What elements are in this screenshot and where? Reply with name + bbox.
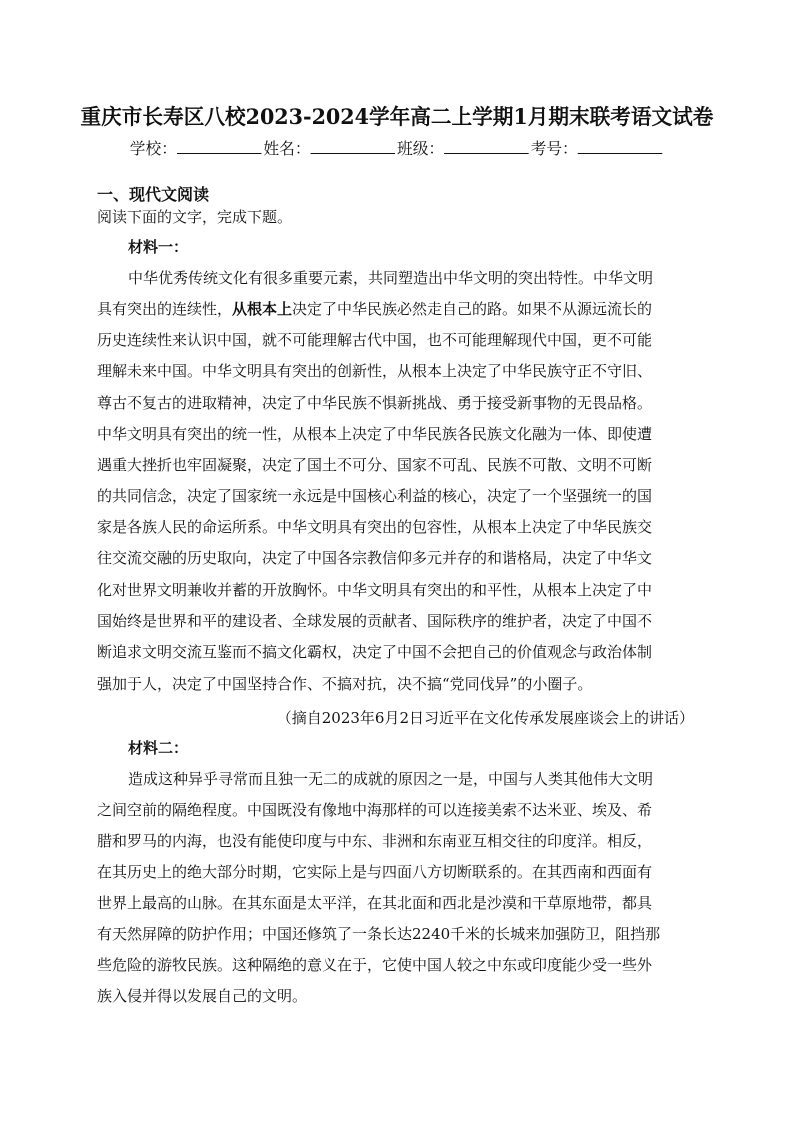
student-info-row: [7, 136, 787, 159]
exam-number-blank[interactable]: [578, 139, 662, 154]
material-one-heading: 材料一：: [128, 238, 189, 256]
exam-number-label: 考号：: [530, 139, 578, 158]
material-one-line: 断追求文明交流互鉴而不搞文化霸权，决定了中国不会把自己的价值观念与政治体制: [97, 643, 653, 661]
bold-emphasis: 从根本上: [232, 300, 293, 318]
material-one-line: 的共同信念，决定了国家统一永远是中国核心利益的核心，决定了一个坚强统一的国: [97, 487, 653, 505]
material-one-line: 历史连续性来认识中国，就不可能理解古代中国，也不可能理解现代中国，更不可能: [97, 331, 653, 349]
material-two-line: 造成这种异乎寻常而且独一无二的成就的原因之一是，中国与人类其他伟大文明: [128, 770, 654, 788]
material-one-source: （摘自2023年6月2日习近平在文化传承发展座谈会上的讲话）: [276, 709, 694, 727]
section-heading: 一、现代文阅读: [97, 185, 210, 204]
material-two-line: 在其历史上的绝大部分时期，它实际上是与四面八方切断联系的。在其西南和西面有: [97, 863, 653, 881]
material-one-line: 化对世界文明兼收并蓄的开放胸怀。中华文明具有突出的和平性，从根本上决定了中: [97, 581, 653, 599]
material-two-line: 世界上最高的山脉。在其东面是太平洋，在其北面和西北是沙漠和干草原地带，都具: [97, 894, 653, 912]
school-label: 学校：: [129, 139, 177, 158]
class-label: 班级：: [397, 139, 445, 158]
material-one-line: 强加于人，决定了中国坚持合作、不搞对抗，决不搞“党同伐异”的小圈子。: [97, 675, 593, 693]
material-one-line: 尊古不复古的进取精神，决定了中华民族不惧新挑战、勇于接受新事物的无畏品格。: [97, 394, 653, 412]
material-one-line: 家是各族人民的命运所系。中华文明具有突出的包容性，从根本上决定了中华民族交: [97, 518, 653, 536]
material-two-line: 族入侵并得以发展自己的文明。: [97, 987, 308, 1005]
material-one-line: 中华文明具有突出的统一性，从根本上决定了中华民族各民族文化融为一体、即使遭: [97, 425, 653, 443]
material-one-line: 中华优秀传统文化有很多重要元素，共同塑造出中华文明的突出特性。中华文明: [128, 269, 654, 287]
name-blank[interactable]: [311, 139, 395, 154]
material-one-line: 理解未来中国。中华文明具有突出的创新性，从根本上决定了中华民族守正不守旧、: [97, 362, 653, 380]
material-one-line: 遇重大挫折也牢固凝聚，决定了国土不可分、国家不可乱、民族不可散、文明不可断: [97, 456, 653, 474]
material-two-line: 腊和罗马的内海，也没有能使印度与中东、非洲和东南亚互相交往的印度洋。相反，: [97, 832, 653, 850]
material-two-line: 有天然屏障的防护作用；中国还修筑了一条长达2240千米的长城来加强防卫，阻挡那: [97, 925, 661, 943]
text-run: 具有突出的连续性，: [97, 300, 233, 318]
school-blank[interactable]: [177, 139, 261, 154]
name-label: 姓名：: [263, 139, 311, 158]
material-two-line: 些危险的游牧民族。这种隔绝的意义在于，它使中国人较之中东或印度能少受一些外: [97, 956, 653, 974]
exam-title: 重庆市长寿区八校2023-2024学年高二上学期1月期末联考语文试卷: [80, 104, 714, 129]
material-one-line: [97, 298, 652, 319]
material-one-line: 国始终是世界和平的建设者、全球发展的贡献者、国际秩序的维护者，决定了中国不: [97, 612, 653, 630]
text-run: 决定了中华民族必然走自己的路。如果不从源远流长的: [292, 300, 653, 318]
material-two-line: 之间空前的隔绝程度。中国既没有像地中海那样的可以连接美索不达米亚、埃及、希: [97, 801, 653, 819]
reading-instruction: 阅读下面的文字，完成下题。: [97, 208, 293, 226]
material-two-heading: 材料二：: [128, 739, 189, 757]
class-blank[interactable]: [444, 139, 528, 154]
material-one-line: 往交流交融的历史取向，决定了中国各宗教信仰多元并存的和谐格局，决定了中华文: [97, 549, 653, 567]
